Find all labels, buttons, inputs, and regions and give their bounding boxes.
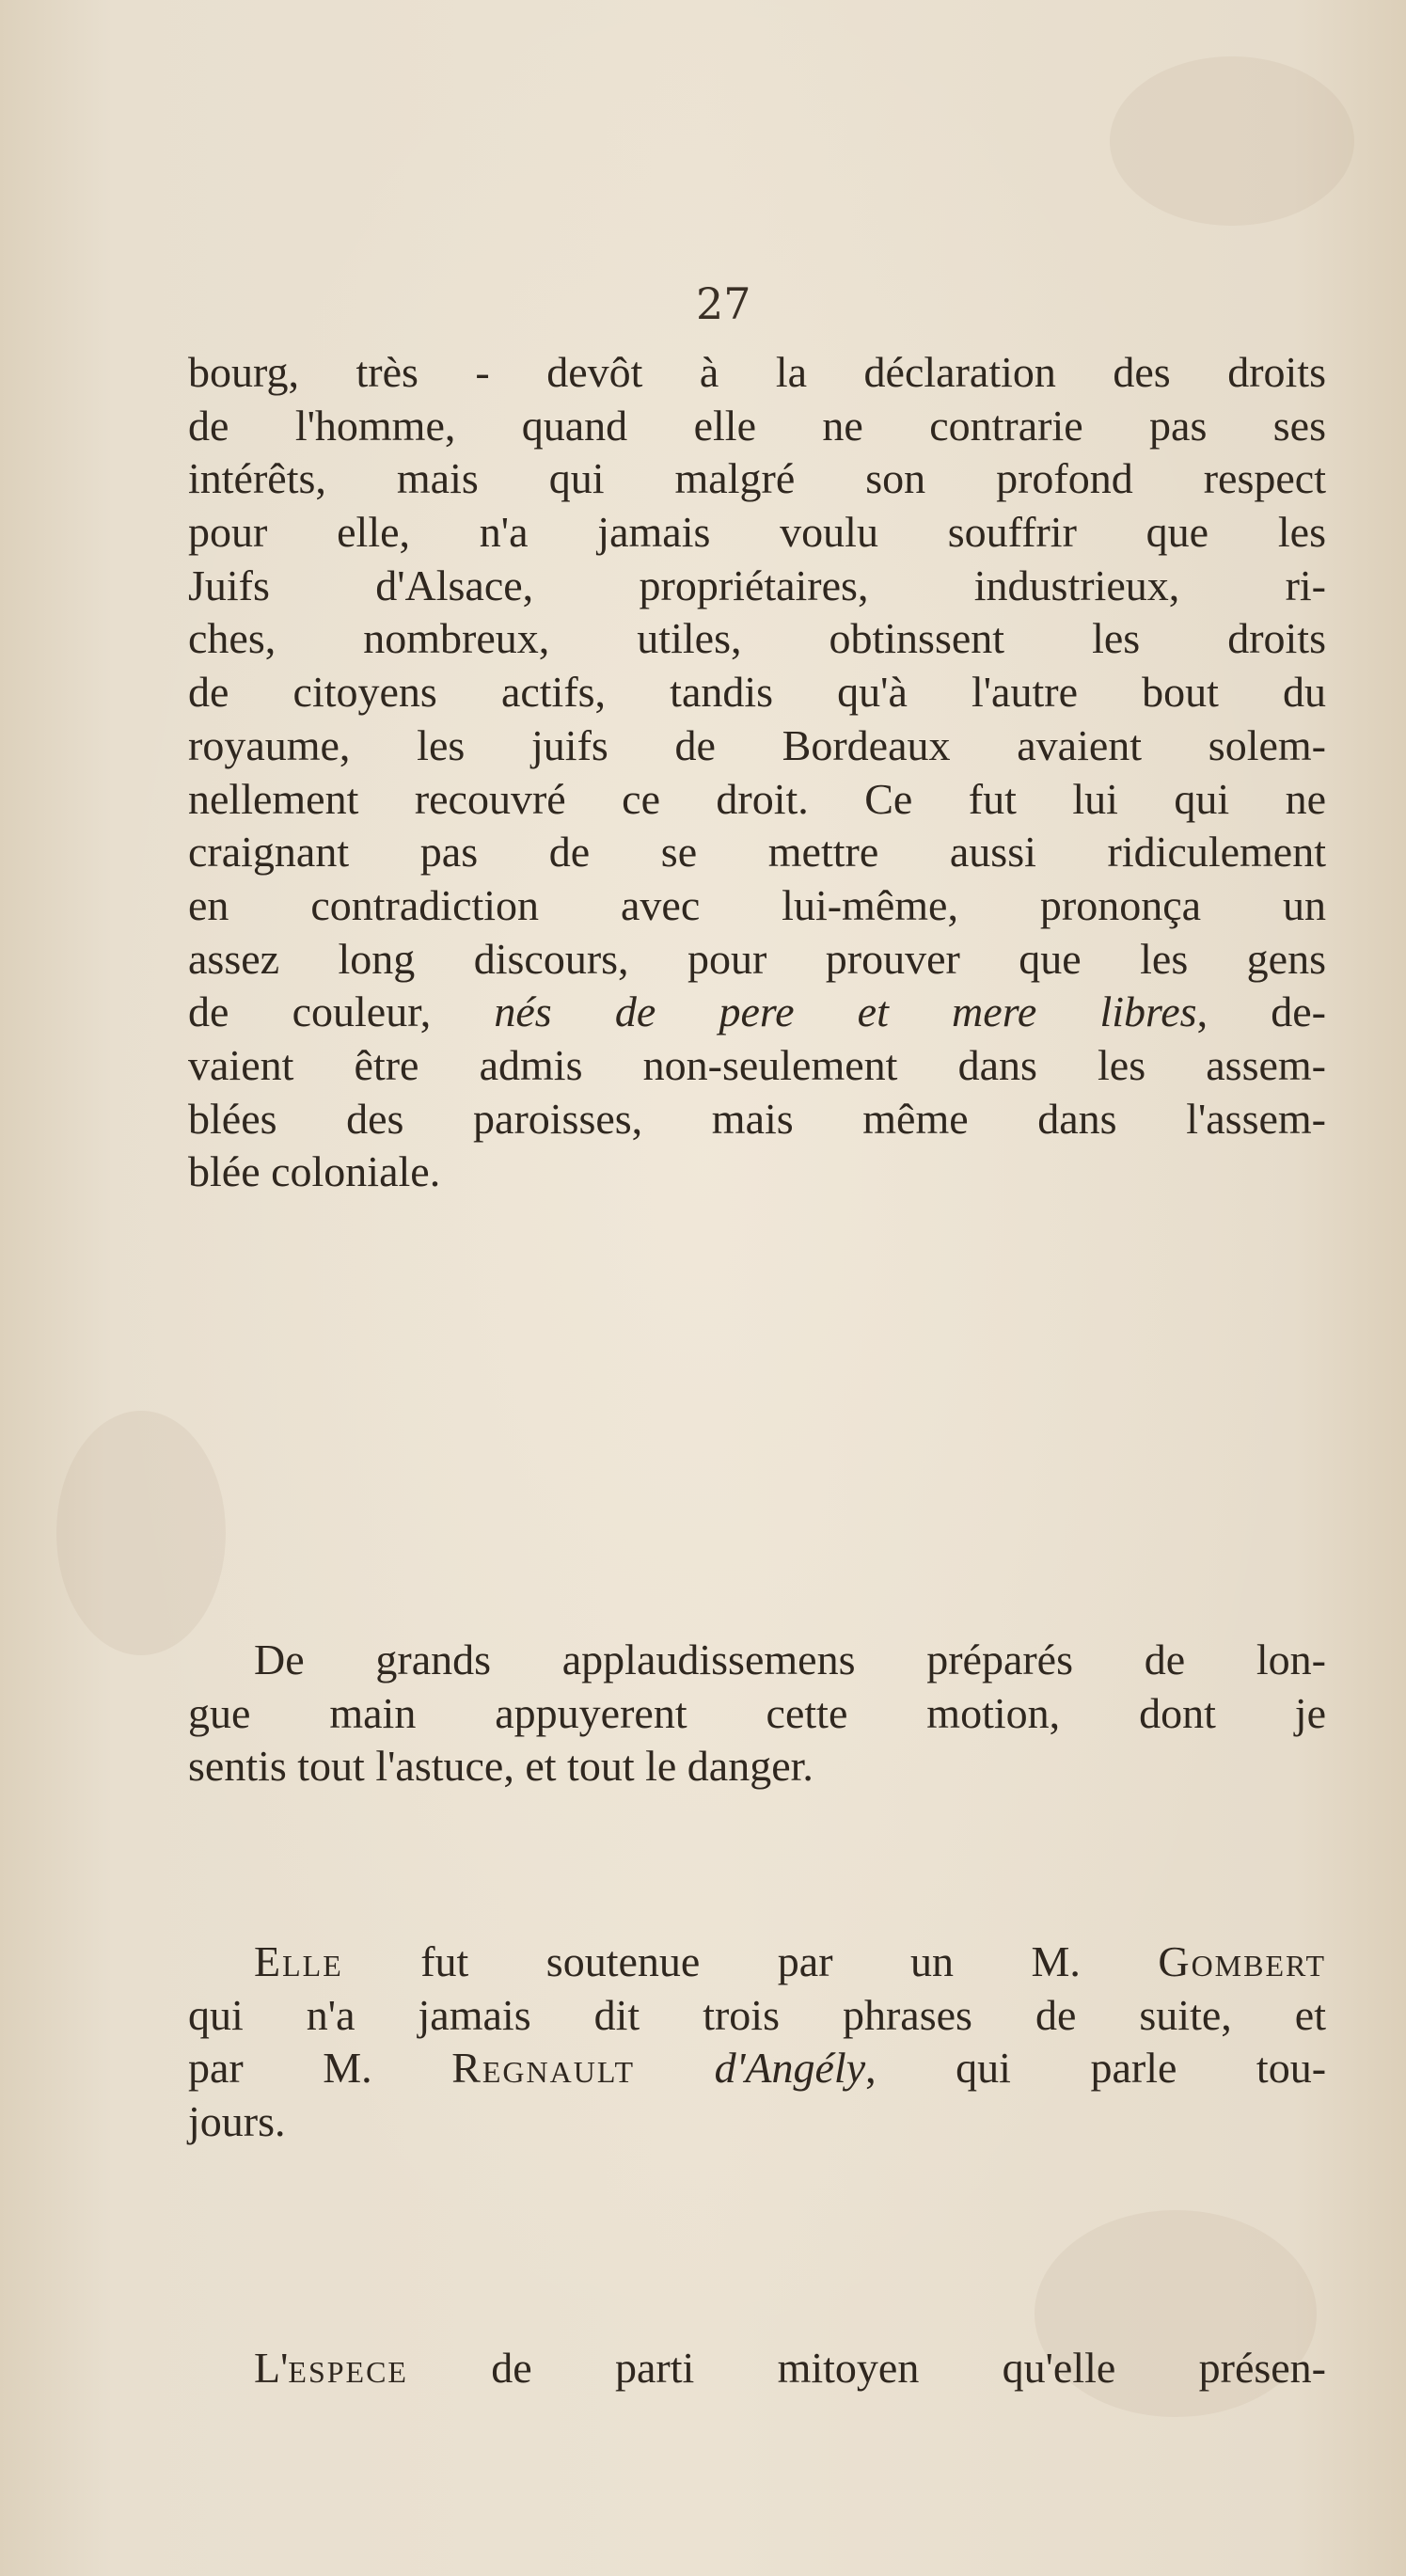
text-span: de parti mitoyen qu'elle présen- — [407, 2344, 1326, 2392]
text-line: craignant pas de se mettre aussi ridiculement — [188, 828, 1326, 877]
text-line: blée coloniale. — [188, 1147, 441, 1196]
paragraph-4 — [188, 2342, 1326, 2395]
text-line: pour elle, n'a jamais voulu souffrir que les — [188, 508, 1326, 557]
paragraph-2 — [188, 1634, 1326, 1794]
italic-phrase: nés de pere et mere libres — [494, 988, 1197, 1036]
text-line: qui n'a jamais dit trois phrases de suite, et — [188, 1990, 1326, 2039]
text-line: gue main appuyerent cette motion, dont je — [188, 1688, 1326, 1737]
text-span: de couleur, — [188, 988, 495, 1036]
text-span: , de- — [1196, 988, 1326, 1036]
text-line: vaient être admis non-seulement dans les assem- — [188, 1040, 1326, 1089]
text-line: De grands applaudissemens préparés de lon- — [254, 1636, 1326, 1683]
text-span — [635, 2044, 715, 2092]
page-number: 27 — [696, 278, 751, 329]
paper-stain — [56, 1411, 226, 1655]
text-span: , qui parle tou- — [865, 2044, 1327, 2093]
text-line — [188, 1936, 1326, 1989]
text-line — [188, 2342, 1326, 2395]
small-caps-word: Elle — [254, 1937, 343, 1985]
text-line: bourg, très - devôt à la déclaration des droits — [188, 348, 1326, 396]
text-line: jours. — [188, 2097, 286, 2146]
paragraph-1 — [188, 346, 1326, 1199]
small-caps-word: espece — [288, 2344, 408, 2392]
text-line: sentis tout l'astuce, et tout le danger. — [188, 1742, 814, 1791]
text-line: royaume, les juifs de Bordeaux avaient solem- — [188, 720, 1326, 769]
text-line — [188, 986, 1326, 1039]
person-name: Gombert — [1158, 1937, 1326, 1985]
text-line: ches, nombreux, utiles, obtinssent les droits — [188, 614, 1326, 663]
text-line — [188, 2042, 1326, 2095]
text-line: nellement recouvré ce droit. Ce fut lui qui ne — [188, 774, 1326, 823]
text-line: de citoyens actifs, tandis qu'à l'autre bout du — [188, 668, 1326, 717]
text-line: en contradiction avec lui-même, prononça un — [188, 880, 1326, 929]
text-span: par M. — [188, 2044, 452, 2093]
person-name: Regnault — [451, 2044, 636, 2093]
text-line: de l'homme, quand elle ne contrarie pas ses — [188, 401, 1326, 450]
text-line: intérêts, mais qui malgré son profond respect — [188, 454, 1326, 503]
text-line: blées des paroisses, mais même dans l'assem- — [188, 1094, 1326, 1143]
text-span: L' — [254, 2344, 289, 2392]
italic-phrase: d'Angély — [714, 2044, 866, 2093]
paragraph-3 — [188, 1936, 1326, 2149]
text-line: Juifs d'Alsace, propriétaires, industrieux, ri- — [188, 561, 1326, 609]
text-span: fut soutenue par un M. — [342, 1937, 1159, 1985]
text-line: assez long discours, pour prouver que les gens — [188, 934, 1326, 983]
paper-stain — [1110, 56, 1354, 226]
